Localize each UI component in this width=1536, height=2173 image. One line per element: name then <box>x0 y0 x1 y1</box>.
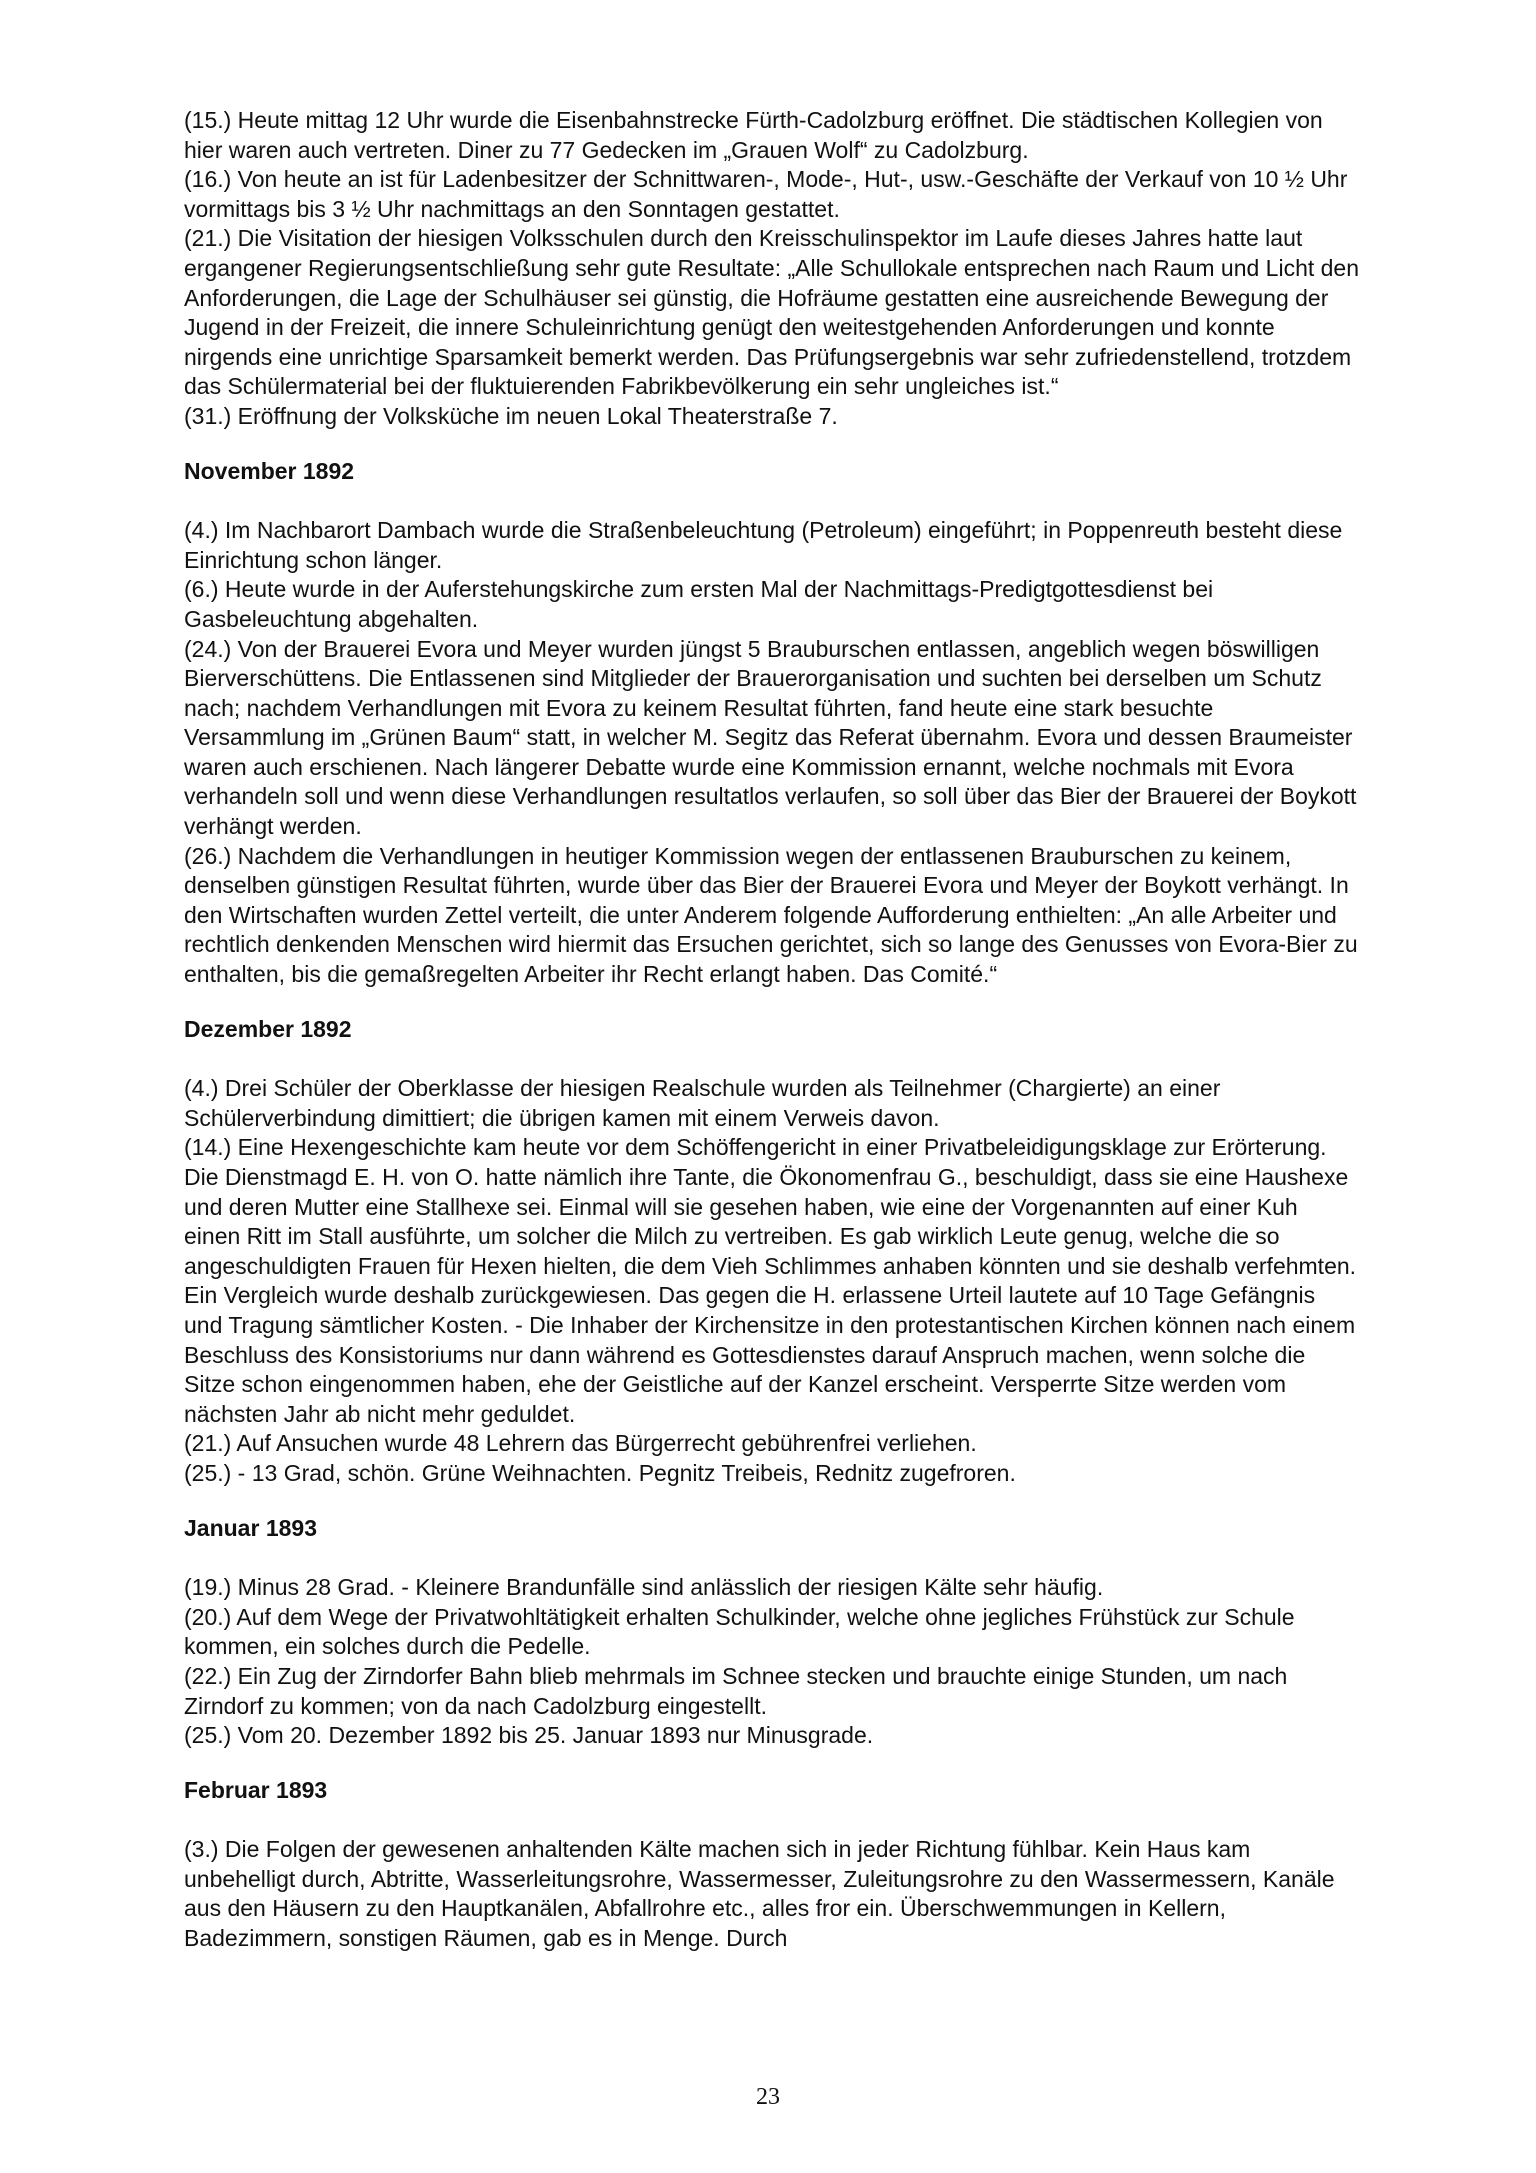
entry-1892-12-04: (4.) Drei Schüler der Oberklasse der hiesigen Realschule wurden als Teilnehmer (Chargierte) an einer Schülerverbindung dimittiert; die übrigen kamen mit einem Verweis davon. <box>184 1075 1221 1131</box>
entry-1893-02-03: (3.) Die Folgen der gewesenen anhaltenden Kälte machen sich in jeder Richtung fühlbar. Kein Haus kam unbehelligt durch, Abtritte, Wasserleitungsrohre, Wassermesser, Zuleitungsrohre zu den Wassermessern, Kanäle aus den Häusern zu den Hauptkanälen, Abfallrohre etc., alles fror ein. Überschwemmungen in Kellern, Badezimmern, sonstigen Räumen, gab es in Menge. Durch <box>184 1836 1335 1952</box>
entry-1892-12-14: (14.) Eine Hexengeschichte kam heute vor dem Schöffengericht in einer Privatbeleidigungsklage zur Erörterung. Die Dienstmagd E. H. von O. hatte nämlich ihre Tante, die Ökonomenfrau G., beschuldigt, dass sie eine Haushexe und deren Mutter eine Stallhexe sei. Einmal will sie gesehen haben, wie eine der Vorgenannten auf einer Kuh einen Ritt im Stall ausführte, um solcher die Milch zu vertreiben. Es gab wirklich Leute genug, welche die so angeschuldigten Frauen für Hexen hielten, die dem Vieh Schlimmes anhaben könnten und sie deshalb verfehmten. Ein Vergleich wurde deshalb zurückgewiesen. Das gegen die H. erlassene Urteil lautete auf 10 Tage Gefängnis und Tragung sämtlicher Kosten. - Die Inhaber der Kirchensitze in den protestantischen Kirchen können nach einem Beschluss des Konsistoriums nur dann während es Gottesdienstes darauf Anspruch machen, wenn solche die Sitze schon eingenommen haben, ehe der Geistliche auf der Kanzel erscheint. Versperrte Sitze werden vom nächsten Jahr ab nicht mehr geduldet. <box>184 1134 1357 1427</box>
entry-1892-11-04: (4.) Im Nachbarort Dambach wurde die Straßenbeleuchtung (Petroleum) eingeführt; in Poppenreuth besteht diese Einrichtung schon länger. <box>184 517 1343 573</box>
entry-1893-01-19: (19.) Minus 28 Grad. - Kleinere Brandunfälle sind anlässlich der riesigen Kälte sehr häufig. <box>184 1574 1104 1601</box>
entry-1893-01-25: (25.) Vom 20. Dezember 1892 bis 25. Januar 1893 nur Minusgrade. <box>184 1722 874 1749</box>
entry-1892-10-15: (15.) Heute mittag 12 Uhr wurde die Eisenbahnstrecke Fürth-Cadolzburg eröffnet. Die städtischen Kollegien von hier waren auch vertreten. Diner zu 77 Gedecken im „Grauen Wolf“ zu Cadolzburg. <box>184 107 1323 163</box>
heading-dezember-1892: Dezember 1892 <box>184 1015 352 1042</box>
entry-1892-11-26: (26.) Nachdem die Verhandlungen in heutiger Kommission wegen der entlassenen Brauburschen zu keinem, denselben günstigen Resultat führten, wurde über das Bier der Brauerei Evora und Meyer der Boykott verhängt. In den Wirtschaften wurden Zettel verteilt, die unter Anderem folgende Aufforderung enthielten: „An alle Arbeiter und rechtlich denkenden Menschen wird hiermit das Ersuchen gerichtet, sich so lange des Genusses von Evora-Bier zu enthalten, bis die gemaßregelten Arbeiter ihr Recht erlangt haben. Das Comité.“ <box>184 842 1358 988</box>
entry-1892-10-16: (16.) Von heute an ist für Ladenbesitzer der Schnittwaren-, Mode-, Hut-, usw.-Geschäfte der Verkauf von 10 ½ Uhr vormittags bis 3 ½ Uhr nachmittags an den Sonntagen gestattet. <box>184 166 1348 222</box>
entry-1892-10-31: (31.) Eröffnung der Volksküche im neuen Lokal Theaterstraße 7. <box>184 402 838 429</box>
heading-februar-1893: Februar 1893 <box>184 1776 328 1803</box>
document-body <box>184 106 1359 1954</box>
entry-1893-01-20: (20.) Auf dem Wege der Privatwohltätigkeit erhalten Schulkinder, welche ohne jegliches Frühstück zur Schule kommen, ein solches durch die Pedelle. <box>184 1603 1295 1660</box>
heading-november-1892: November 1892 <box>184 457 355 484</box>
entry-1892-12-21: (21.) Auf Ansuchen wurde 48 Lehrern das Bürgerrecht gebührenfrei verliehen. <box>184 1430 977 1457</box>
entry-1892-10-21: (21.) Die Visitation der hiesigen Volksschulen durch den Kreisschulinspektor im Laufe dieses Jahres hatte laut ergangener Regierungsentschließung sehr gute Resultate: „Alle Schullokale entsprechen nach Raum und Licht den Anforderungen, die Lage der Schulhäuser sei günstig, die Hofräume gestatten eine ausreichende Bewegung der Jugend in der Freizeit, die innere Schuleinrichtung genügt den weitestgehenden Anforderungen und konnte nirgends eine unrichtige Sparsamkeit bemerkt werden. Das Prüfungsergebnis war sehr zufriedenstellend, trotzdem das Schülermaterial bei der fluktuierenden Fabrikbevölkerung ein sehr ungleiches ist.“ <box>184 225 1360 400</box>
entry-1893-01-22: (22.) Ein Zug der Zirndorfer Bahn blieb mehrmals im Schnee stecken und brauchte einige Stunden, um nach Zirndorf zu kommen; von da nach Cadolzburg eingestellt. <box>184 1662 1288 1719</box>
entry-1892-11-06: (6.) Heute wurde in der Auferstehungskirche zum ersten Mal der Nachmittags-Predigtgottesdienst bei Gasbeleuchtung abgehalten. <box>184 576 1214 632</box>
entry-1892-11-24: (24.) Von der Brauerei Evora und Meyer wurden jüngst 5 Brauburschen entlassen, angeblich wegen böswilligen Bierverschüttens. Die Entlassenen sind Mitglieder der Brauerorganisation und suchten bei derselben um Schutz nach; nachdem Verhandlungen mit Evora zu keinem Resultat führten, fand heute eine stark besuchte Versammlung im „Grünen Baum“ statt, in welcher M. Segitz das Referat übernahm. Evora und dessen Braumeister waren auch erschienen. Nach längerer Debatte wurde eine Kommission ernannt, welche nochmals mit Evora verhandeln soll und wenn diese Verhandlungen resultatlos verlaufen, so soll über das Bier der Brauerei der Boykott verhängt werden. <box>184 635 1357 840</box>
heading-januar-1893: Januar 1893 <box>184 1514 317 1541</box>
entry-1892-12-25: (25.) - 13 Grad, schön. Grüne Weihnachten. Pegnitz Treibeis, Rednitz zugefroren. <box>184 1459 1016 1486</box>
page-number: 23 <box>756 2084 780 2110</box>
